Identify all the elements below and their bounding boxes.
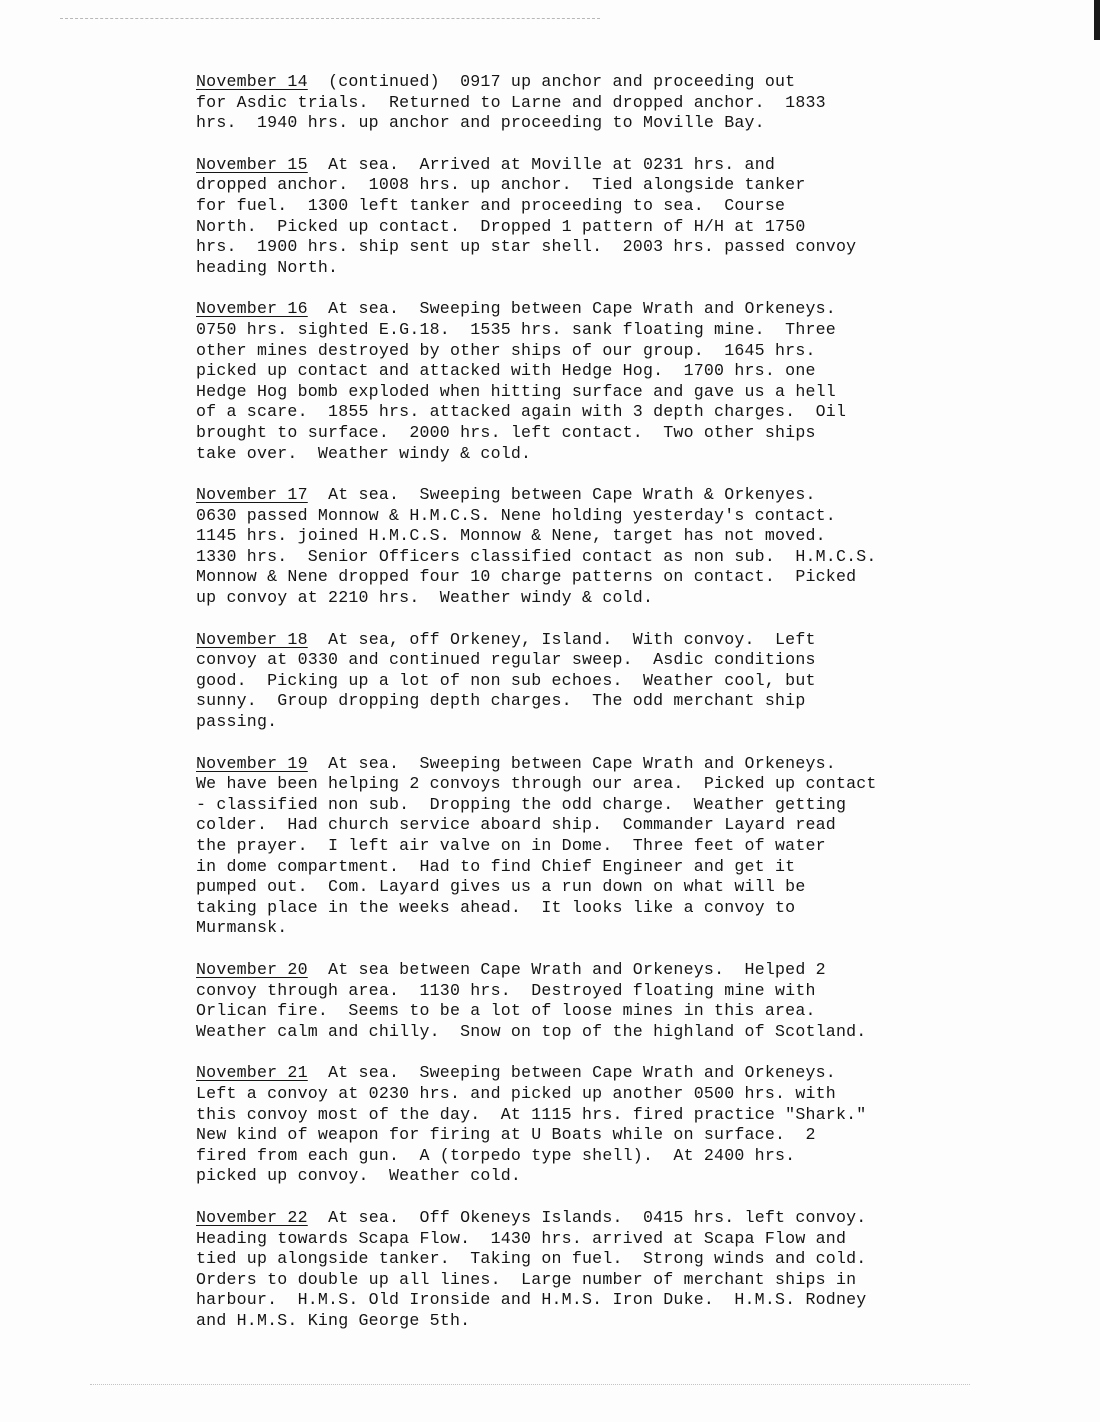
entry-date: November 20 <box>196 959 308 979</box>
entry-date: November 14 <box>196 72 308 91</box>
diary-entry <box>196 72 1076 134</box>
entry-line: pumped out. Com. Layard gives us a run down on what will be <box>196 877 806 897</box>
entry-line: convoy through area. 1130 hrs. Destroyed floating mine with <box>196 980 816 1000</box>
diary-entry <box>196 754 1076 939</box>
diary-entry <box>196 155 1076 279</box>
entry-line: Hedge Hog bomb exploded when hitting surface and gave us a hell <box>196 381 836 401</box>
diary-entry <box>196 1208 1076 1332</box>
diary-text <box>196 72 1076 1352</box>
entry-date: November 22 <box>196 1207 308 1227</box>
entry-first-line <box>196 485 1076 506</box>
entry-text: At sea. Arrived at Moville at 0231 hrs. and <box>307 154 776 174</box>
entry-line: and H.M.S. King George 5th. <box>196 1310 471 1330</box>
entry-line: Orlican fire. Seems to be a lot of loose mines in this area. <box>196 1001 816 1021</box>
entry-line: 1330 hrs. Senior Officers classified contact as non sub. H.M.C.S. <box>196 546 877 566</box>
entry-line: Left a convoy at 0230 hrs. and picked up another 0500 hrs. with <box>196 1083 836 1103</box>
entry-line: take over. Weather windy & cold. <box>196 443 532 463</box>
entry-line: picked up convoy. Weather cold. <box>196 1166 522 1186</box>
entry-line: harbour. H.M.S. Old Ironside and H.M.S. Iron Duke. H.M.S. Rodney <box>196 1290 867 1310</box>
entry-line: up convoy at 2210 hrs. Weather windy & cold. <box>196 588 654 608</box>
entry-date: November 21 <box>196 1063 308 1083</box>
entry-text: At sea. Sweeping between Cape Wrath and Orkeneys. <box>307 753 836 773</box>
entry-line: convoy at 0330 and continued regular sweep. Asdic conditions <box>196 650 816 670</box>
entry-first-line <box>196 72 1076 93</box>
entry-text: At sea. Off Okeneys Islands. 0415 hrs. left convoy. <box>307 1207 867 1227</box>
entry-line: 1145 hrs. joined H.M.C.S. Monnow & Nene, target has not moved. <box>196 526 826 546</box>
scan-edge-artifact <box>90 1384 970 1385</box>
entry-line: We have been helping 2 convoys through our area. Picked up contact <box>196 774 877 794</box>
entry-line: of a scare. 1855 hrs. attacked again with 3 depth charges. Oil <box>196 402 847 422</box>
entry-line: Weather calm and chilly. Snow on top of the highland of Scotland. <box>196 1021 867 1041</box>
entry-line: the prayer. I left air valve on in Dome. Three feet of water <box>196 836 826 855</box>
entry-line: hrs. 1900 hrs. ship sent up star shell. 2003 hrs. passed convoy <box>196 237 857 257</box>
entry-first-line <box>196 299 1076 320</box>
entry-date: November 19 <box>196 753 308 773</box>
entry-line: sunny. Group dropping depth charges. The odd merchant ship <box>196 691 806 711</box>
entry-line: - classified non sub. Dropping the odd charge. Weather getting <box>196 794 847 814</box>
scan-edge-artifact <box>60 18 600 19</box>
entry-date: November 17 <box>196 485 308 505</box>
entry-first-line <box>196 1063 1076 1084</box>
entry-line: this convoy most of the day. At 1115 hrs. fired practice "Shark." <box>196 1104 867 1124</box>
diary-entry <box>196 960 1076 1042</box>
entry-date: November 15 <box>196 154 308 174</box>
entry-line: in dome compartment. Had to find Chief Engineer and get it <box>196 856 796 876</box>
entry-first-line <box>196 754 1076 775</box>
entry-date: November 18 <box>196 629 308 649</box>
entry-text: (continued) 0917 up anchor and proceeding out <box>307 72 796 91</box>
entry-text: At sea. Sweeping between Cape Wrath & Orkenyes. <box>307 485 816 505</box>
entry-line: tied up alongside tanker. Taking on fuel. Strong winds and cold. <box>196 1249 867 1269</box>
entry-first-line <box>196 630 1076 651</box>
diary-entry <box>196 485 1076 609</box>
entry-text: At sea. Sweeping between Cape Wrath and Orkeneys. <box>307 1063 836 1083</box>
entry-first-line <box>196 1208 1076 1229</box>
entry-line: Monnow & Nene dropped four 10 charge patterns on contact. Picked <box>196 567 857 587</box>
entry-line: Orders to double up all lines. Large number of merchant ships in <box>196 1269 857 1289</box>
entry-text: At sea, off Orkeney, Island. With convoy. Left <box>307 629 816 649</box>
entry-line: picked up contact and attacked with Hedge Hog. 1700 hrs. one <box>196 361 816 381</box>
entry-line: passing. <box>196 712 278 732</box>
entry-line: good. Picking up a lot of non sub echoes. Weather cool, but <box>196 670 816 690</box>
entry-line: hrs. 1940 hrs. up anchor and proceeding to Moville Bay. <box>196 113 765 133</box>
entry-line: North. Picked up contact. Dropped 1 pattern of H/H at 1750 <box>196 216 806 236</box>
diary-entry <box>196 630 1076 733</box>
entry-line: New kind of weapon for firing at U Boats while on surface. 2 <box>196 1125 816 1145</box>
entry-line: heading North. <box>196 257 339 277</box>
entry-first-line <box>196 155 1076 176</box>
entry-line: taking place in the weeks ahead. It looks like a convoy to <box>196 897 796 917</box>
entry-line: Murmansk. <box>196 918 288 938</box>
entry-line: other mines destroyed by other ships of our group. 1645 hrs. <box>196 340 816 360</box>
diary-entry <box>196 299 1076 464</box>
entry-line: 0630 passed Monnow & H.M.C.S. Nene holding yesterday's contact. <box>196 505 836 525</box>
scan-edge-artifact <box>1094 0 1100 40</box>
entry-line: brought to surface. 2000 hrs. left contact. Two other ships <box>196 422 816 442</box>
entry-text: At sea between Cape Wrath and Orkeneys. Helped 2 <box>307 959 826 979</box>
entry-line: Heading towards Scapa Flow. 1430 hrs. arrived at Scapa Flow and <box>196 1228 847 1248</box>
entry-line: colder. Had church service aboard ship. Commander Layard read <box>196 815 836 835</box>
entry-line: fired from each gun. A (torpedo type shell). At 2400 hrs. <box>196 1145 796 1165</box>
entry-first-line <box>196 960 1076 981</box>
entry-date: November 16 <box>196 299 308 319</box>
entry-line: dropped anchor. 1008 hrs. up anchor. Tied alongside tanker <box>196 175 806 195</box>
diary-entry <box>196 1063 1076 1187</box>
entry-line: for fuel. 1300 left tanker and proceeding to sea. Course <box>196 195 786 215</box>
entry-text: At sea. Sweeping between Cape Wrath and Orkeneys. <box>307 299 836 319</box>
entry-line: for Asdic trials. Returned to Larne and dropped anchor. 1833 <box>196 92 826 112</box>
entry-line: 0750 hrs. sighted E.G.18. 1535 hrs. sank floating mine. Three <box>196 319 836 339</box>
